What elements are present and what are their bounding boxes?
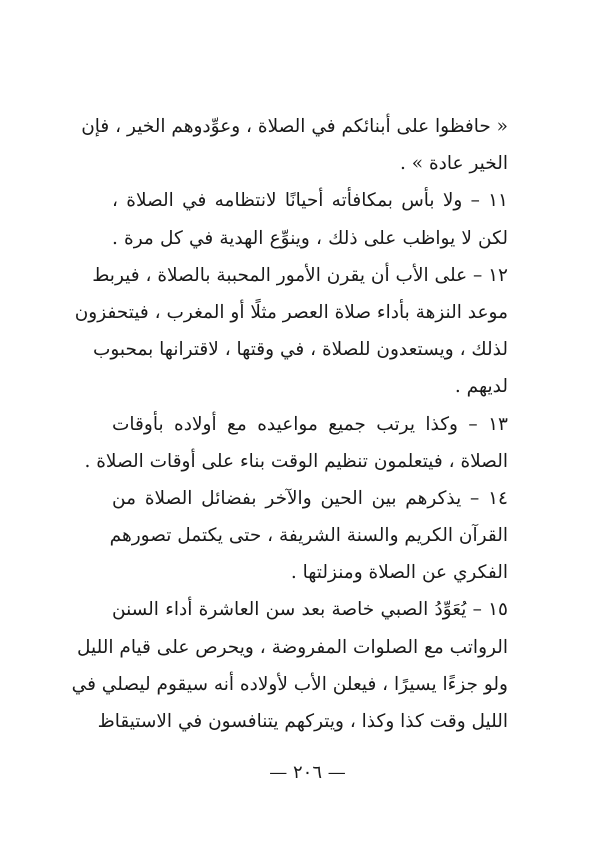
text-line: الفكري عن الصلاة ومنزلتها . (290, 562, 508, 584)
text-line: لذلك ، ويستعدون للصلاة ، في وقتها ، لاقترانها بمحبوب (92, 339, 508, 361)
text-line: الخير عادة » . (400, 153, 508, 175)
text-line: موعد النزهة بأداء صلاة العصر مثلًا أو المغرب ، فيتحفزون (74, 301, 508, 323)
text-line: القرآن الكريم والسنة الشريفة ، حتى يكتمل تصورهم (109, 525, 508, 547)
text-line: لديهم . (454, 376, 508, 398)
page-number: — ٢٠٦ — (269, 762, 346, 783)
text-line: الصلاة ، فيتعلمون تنظيم الوقت بناء على أوقات الصلاة . (84, 450, 508, 472)
text-line: الليل وقت كذا وكذا ، ويتركهم يتنافسون في الاستيقاظ (97, 711, 508, 732)
text-line: ولو جزءًا يسيرًا ، فيعلن الأب لأولاده أنه سيقوم ليصلي في (71, 673, 508, 695)
text-line: « حافظوا على أبنائكم في الصلاة ، وعوِّدوهم الخير ، فإن (81, 116, 508, 137)
text-line: ١٢ – على الأب أن يقرن الأمور المحببة بالصلاة ، فيربط (92, 264, 508, 286)
text-line: ١٣ – وكذا يرتب جميع مواعيده مع أولاده بأوقات (112, 413, 508, 435)
text-line: ١٤ – يذكرهم بين الحين والآخر بفضائل الصلاة من (112, 487, 508, 509)
text-line: الرواتب مع الصلوات المفروضة ، ويحرص على قيام الليل (77, 636, 508, 658)
text-line: لكن لا يواظب على ذلك ، وينوِّع الهدية في كل مرة . (112, 227, 508, 249)
text-line: ١٥ – يُعَوِّدُ الصبي خاصة بعد سن العاشرة أداء السنن (112, 599, 508, 621)
text-line: ١١ – ولا بأس بمكافأته أحيانًا لانتظامه في الصلاة ، (112, 190, 508, 212)
body-text (71, 108, 508, 740)
